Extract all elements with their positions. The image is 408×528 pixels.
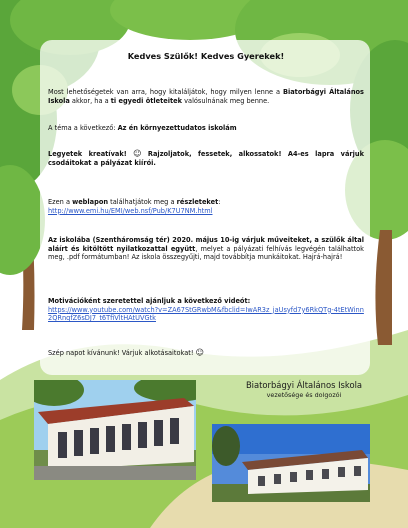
video-label: Motivációként szeretettel ajánljuk a következő videót: <box>48 297 251 305</box>
web-text-a: Ezen a <box>48 198 73 206</box>
theme-value: Az én környezettudatos iskolám <box>117 124 237 132</box>
theme-label: A téma a következő: <box>48 124 118 132</box>
web-paragraph <box>48 198 364 215</box>
intro-paragraph <box>48 88 364 105</box>
submit-text-b: , a szülők által aláírt és kitöltött nyilatkozattal együtt <box>48 236 364 253</box>
signature-school: Biatorbágyi Általános Iskola <box>245 380 363 390</box>
signature-staff: vezetősége és dolgozói <box>266 391 342 399</box>
signature-block <box>214 380 394 400</box>
closing-paragraph <box>48 349 364 358</box>
intro-text-c: valósulnának meg benne. <box>182 96 270 105</box>
intro-text-a: Most lehetőségetek van arra, hogy kitaláljátok, hogy milyen lenne a <box>48 88 283 96</box>
intro-school-name: Biatorbágyi Általános Iskola <box>48 88 364 105</box>
smiley-icon: ☺ <box>133 149 142 158</box>
web-text-e: : <box>218 198 221 206</box>
submit-text-a: Az iskolába (Szentháromság tér) 2020. május 10-ig várjuk műveiteket <box>48 236 310 244</box>
creative-text-b: Rajzoljatok, fessetek, alkossatok! A4-es lapra várjuk csodáitokat a pályázat kiírói. <box>48 150 365 167</box>
theme-paragraph <box>48 124 364 133</box>
submit-paragraph <box>48 236 364 262</box>
video-paragraph <box>48 297 364 323</box>
page-title: Kedves Szülők! Kedves Gyerekek! <box>127 51 285 61</box>
emi-link[interactable]: http://www.emi.hu/EMI/web.nsf/Pub/K7U7NM.html <box>48 206 213 215</box>
intro-text-b: akkor, ha a <box>69 96 111 105</box>
creative-text-a: Legyetek kreatívak! <box>48 150 134 158</box>
web-text-c: találhatjátok meg a <box>108 198 177 206</box>
closing-text: Szép napot kívánunk! Várjuk alkotásaitokat! <box>48 349 196 357</box>
youtube-link[interactable]: https://www.youtube.com/watch?v=ZA67StGRwbM&fbclid=IwAR3z_jaUsyfd7y6RkQTg-4tEtWinn2QRnqfZ6sDJ7_t6TfiVltHAtUVGtk <box>48 305 364 323</box>
school-photo-left <box>34 380 196 480</box>
submit-text-c: , melyet a pályázati felhívás legvégén találhattok meg, .pdf formátumban! Az iskola összegyűjti, majd továbbítja munkáitokat. Hajrá-hajrá! <box>48 244 364 262</box>
web-text-d: részleteket <box>176 198 219 206</box>
intro-emphasis: ti egyedi ötleteitek <box>110 96 183 105</box>
school-photo-right <box>212 424 370 502</box>
web-text-b: weblapon <box>72 198 109 206</box>
smiley-icon: ☺ <box>195 348 204 357</box>
creative-paragraph <box>48 150 364 167</box>
